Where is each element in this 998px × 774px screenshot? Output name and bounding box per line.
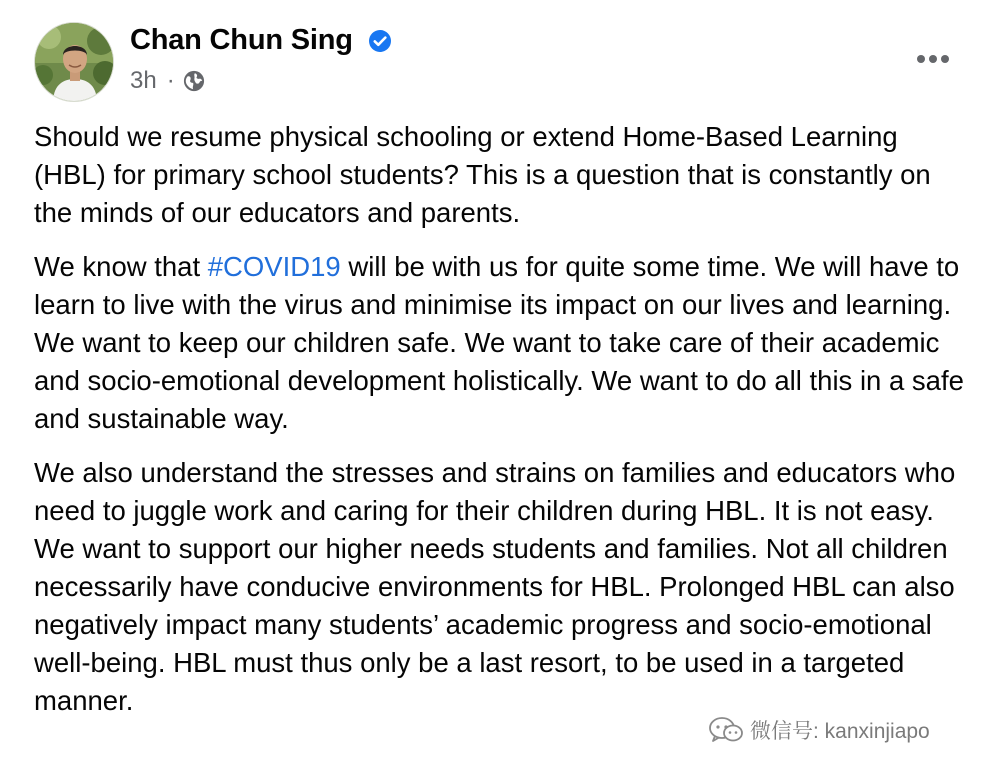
post-paragraph-3: We also understand the stresses and strains on families and educators who need to juggle work and caring for their children during HBL. It is not easy. We want to support our higher needs students and families. Not all children necessarily have conducive environments for HBL. Prolonged HBL can also negatively impact many students’ academic progress and socio-emotional well-being. HBL must thus only be a last resort, to be used in a targeted manner. (34, 457, 956, 716)
post-paragraph-1: Should we resume physical schooling or extend Home-Based Learning (HBL) for primary school students? This is a question that is constantly on the minds of our educators and parents. (34, 121, 931, 228)
post-paragraph-2 (34, 248, 974, 438)
paragraph-2-text-start: We know that (34, 251, 208, 282)
wechat-watermark (706, 714, 936, 746)
avatar-photo (35, 23, 114, 102)
more-options-button[interactable] (910, 44, 956, 74)
watermark-text: 微信号: kanxinjiapo (750, 720, 930, 743)
post-timestamp[interactable]: 3h (130, 67, 157, 94)
globe-icon[interactable] (183, 70, 205, 92)
meta-separator: · (166, 67, 175, 94)
more-horizontal-icon (916, 54, 950, 64)
post-text (34, 118, 974, 736)
author-avatar[interactable] (34, 22, 114, 102)
wechat-icon (708, 716, 744, 744)
paragraph-2-text-end: will be with us for quite some time. We will have to learn to live with the virus and minimise its impact on our lives and learning. We want to keep our children safe. We want to take care of their academic and socio-emotional development holistically. We want to do all this in a safe and sustainable way. (34, 251, 964, 434)
hashtag-covid19-link[interactable]: #COVID19 (207, 251, 341, 282)
verified-badge-icon (368, 29, 392, 53)
post-meta (130, 66, 205, 96)
author-name[interactable]: Chan Chun Sing (130, 24, 353, 56)
